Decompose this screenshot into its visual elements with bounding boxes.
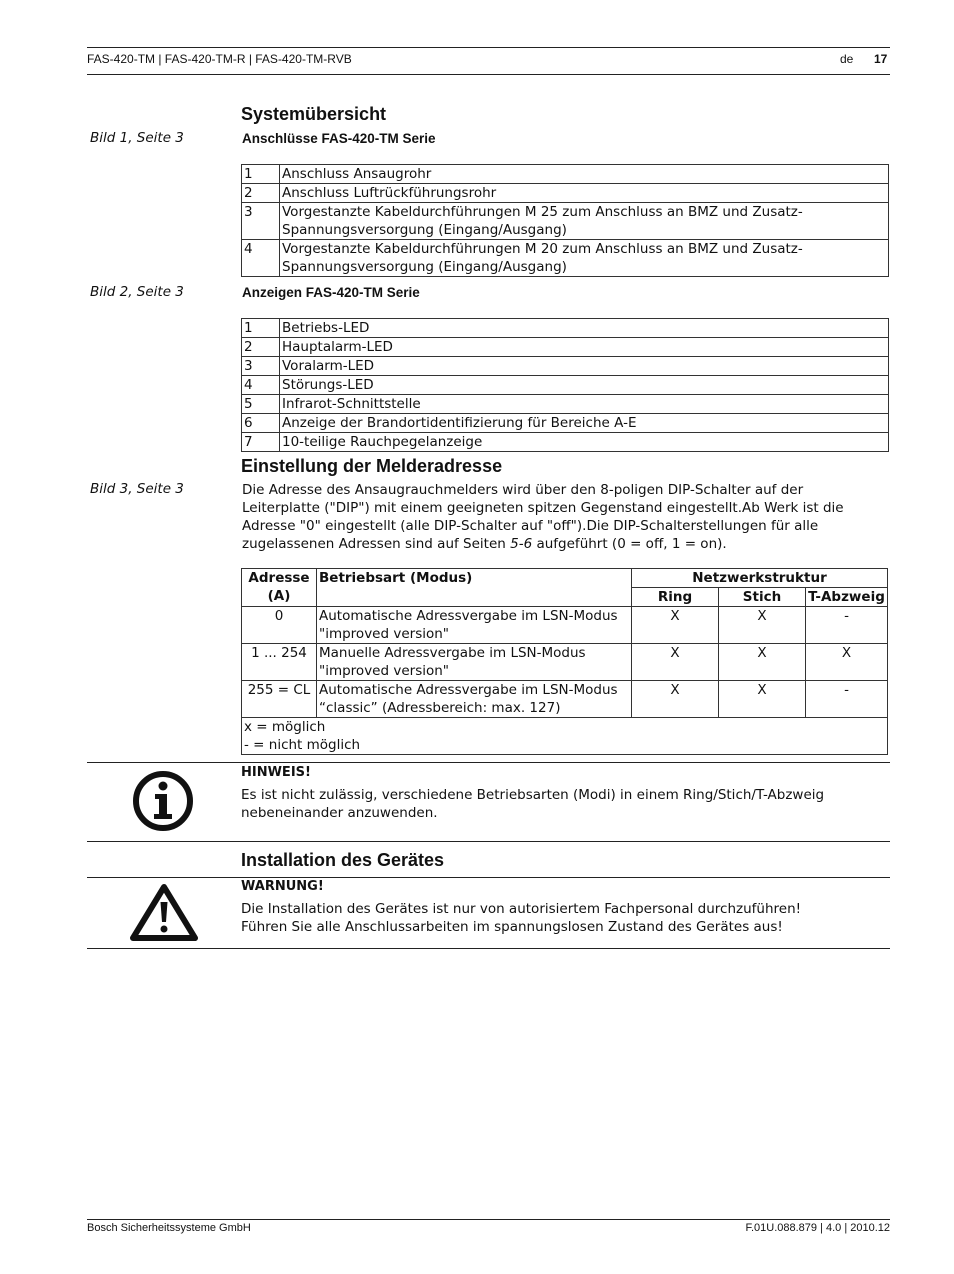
section-title-system-overview: Systemübersicht <box>241 104 387 124</box>
table-row <box>242 357 889 376</box>
table-row <box>242 681 888 718</box>
table-legend <box>242 718 888 755</box>
row-number: 3 <box>242 203 280 240</box>
row-text: Störungs-LED <box>280 376 889 395</box>
address-paragraph-part-b: aufgeführt (0 = off, 1 = on). <box>532 536 727 552</box>
row-number: 2 <box>242 338 280 357</box>
address-paragraph-part-a: Die Adresse des Ansaugrauchmelders wird über den 8-poligen DIP-Schalter auf der Leiterplatte ("DIP") mit einem geeigneten spitzen Gegenstand eingestellt.Ab Werk ist die Adresse "0" eingestellt (alle DIP-Schalter auf "off").Die DIP-Schalterstellungen für alle zugelassenen Adressen sind auf Seiten <box>242 482 844 552</box>
cell-mode: Manuelle Adressvergabe im LSN-Modus "improved version" <box>317 644 632 681</box>
header-network: Netzwerkstruktur <box>632 569 888 588</box>
row-text: Anzeige der Brandortidentifizierung für Bereiche A-E <box>280 414 889 433</box>
table-row <box>242 644 888 681</box>
warning-top-rule <box>87 877 890 878</box>
cell-address: 255 = CL <box>242 681 317 718</box>
cell-ring: X <box>632 607 719 644</box>
section-title-installation: Installation des Gerätes <box>241 850 445 870</box>
row-text: Betriebs-LED <box>280 319 889 338</box>
warning-line-2: Führen Sie alle Anschlussarbeiten im spannungslosen Zustand des Gerätes aus! <box>241 919 783 935</box>
row-number: 4 <box>242 240 280 277</box>
header-ring: Ring <box>632 588 719 607</box>
row-number: 7 <box>242 433 280 452</box>
header-product-names: FAS-420-TM | FAS-420-TM-R | FAS-420-TM-RVB <box>87 52 352 66</box>
footer-rule <box>87 1219 890 1220</box>
table-row <box>242 184 889 203</box>
figure-ref-1: Bild 1, Seite 3 <box>90 130 184 146</box>
table-row <box>242 240 889 277</box>
cell-stich: X <box>719 681 806 718</box>
table-header-row <box>242 569 888 588</box>
address-paragraph <box>242 481 872 553</box>
header-mode: Betriebsart (Modus) <box>317 569 632 607</box>
cell-stich: X <box>719 644 806 681</box>
indicators-table <box>241 318 889 452</box>
warning-bottom-rule <box>87 948 890 949</box>
table-row <box>242 607 888 644</box>
row-text: Voralarm-LED <box>280 357 889 376</box>
notice-text: Es ist nicht zulässig, verschiedene Betriebsarten (Modi) in einem Ring/Stich/T-Abzweig nebeneinander anzuwenden. <box>241 787 825 821</box>
table-row <box>242 433 889 452</box>
table-row <box>242 319 889 338</box>
connections-table <box>241 164 889 277</box>
footer-doc-id: F.01U.088.879 | 4.0 | 2010.12 <box>745 1222 890 1234</box>
table-row <box>242 376 889 395</box>
notice-top-rule <box>87 762 890 763</box>
notice-bottom-rule <box>87 841 890 842</box>
row-number: 1 <box>242 319 280 338</box>
warning-text <box>241 900 861 936</box>
cell-address: 1 ... 254 <box>242 644 317 681</box>
info-icon <box>131 769 195 833</box>
cell-stich: X <box>719 607 806 644</box>
header-top-rule <box>87 47 890 48</box>
cell-mode: Automatische Adressvergabe im LSN-Modus "improved version" <box>317 607 632 644</box>
warning-label: WARNUNG! <box>241 879 324 894</box>
notice-label: HINWEIS! <box>241 765 311 780</box>
footer-company: Bosch Sicherheitssysteme GmbH <box>87 1222 251 1234</box>
legend-possible: x = möglich <box>244 719 326 735</box>
header-address: Adresse (A) <box>242 569 317 607</box>
figure-ref-2: Bild 2, Seite 3 <box>90 284 184 300</box>
header-bottom-rule <box>87 74 890 75</box>
row-number: 6 <box>242 414 280 433</box>
table-row <box>242 395 889 414</box>
row-number: 2 <box>242 184 280 203</box>
row-text: Anschluss Luftrückführungsrohr <box>280 184 889 203</box>
header-stich: Stich <box>719 588 806 607</box>
table-row <box>242 338 889 357</box>
cell-address: 0 <box>242 607 317 644</box>
cell-t-abzweig: X <box>806 644 888 681</box>
address-paragraph-pages: 5-6 <box>510 536 533 552</box>
row-number: 4 <box>242 376 280 395</box>
warning-line-1: Die Installation des Gerätes ist nur von autorisiertem Fachpersonal durchzuführen! <box>241 901 802 917</box>
row-text: 10-teilige Rauchpegelanzeige <box>280 433 889 452</box>
row-text: Vorgestanzte Kabeldurchführungen M 25 zum Anschluss an BMZ und Zusatz-Spannungsversorgung (Eingang/Ausgang) <box>280 203 889 240</box>
table-legend-row <box>242 718 888 755</box>
table-row <box>242 203 889 240</box>
cell-ring: X <box>632 644 719 681</box>
header-language: de <box>840 52 854 66</box>
figure-caption-2: Anzeigen FAS-420-TM Serie <box>242 285 420 300</box>
row-text: Anschluss Ansaugrohr <box>280 165 889 184</box>
row-text: Hauptalarm-LED <box>280 338 889 357</box>
row-number: 3 <box>242 357 280 376</box>
cell-ring: X <box>632 681 719 718</box>
cell-t-abzweig: - <box>806 607 888 644</box>
figure-ref-3: Bild 3, Seite 3 <box>90 481 184 497</box>
cell-t-abzweig: - <box>806 681 888 718</box>
row-text: Infrarot-Schnittstelle <box>280 395 889 414</box>
row-number: 1 <box>242 165 280 184</box>
header-t-abzweig: T-Abzweig <box>806 588 888 607</box>
figure-caption-1: Anschlüsse FAS-420-TM Serie <box>242 131 436 146</box>
row-text: Vorgestanzte Kabeldurchführungen M 20 zum Anschluss an BMZ und Zusatz-Spannungsversorgung (Eingang/Ausgang) <box>280 240 889 277</box>
warning-icon <box>129 882 199 942</box>
page-number: 17 <box>874 52 888 66</box>
legend-not-possible: - = nicht möglich <box>244 737 361 753</box>
modes-table <box>241 568 888 755</box>
table-row <box>242 414 889 433</box>
row-number: 5 <box>242 395 280 414</box>
table-row <box>242 165 889 184</box>
section-title-address-setting: Einstellung der Melderadresse <box>241 456 503 476</box>
cell-mode: Automatische Adressvergabe im LSN-Modus “classic” (Adressbereich: max. 127) <box>317 681 632 718</box>
